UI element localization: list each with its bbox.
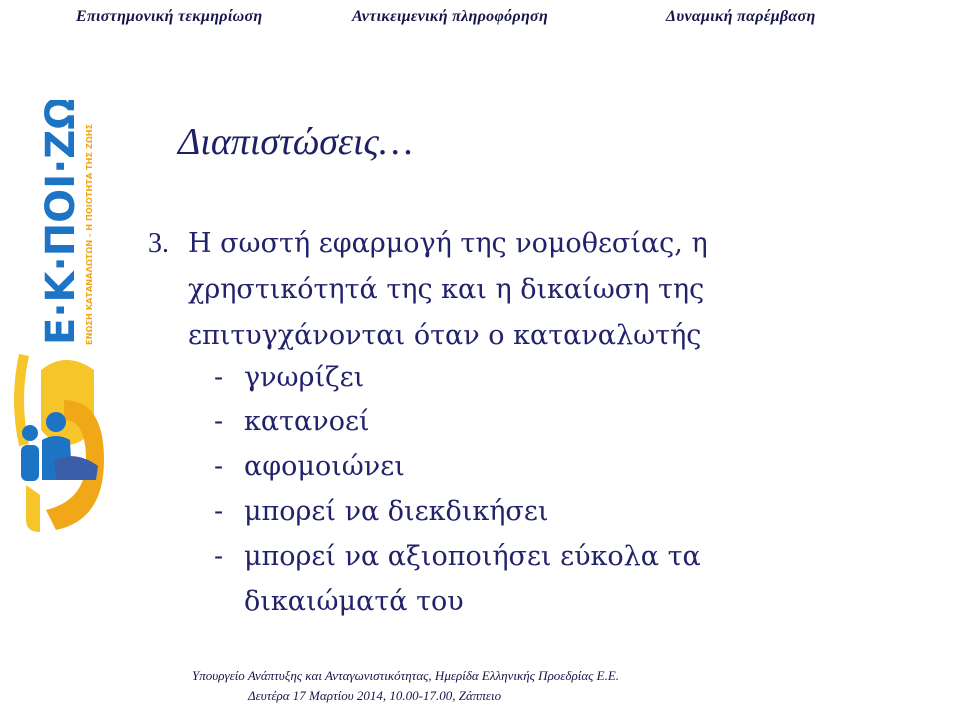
bullet-text: γνωρίζει [244,362,365,393]
header-item-scientific: Επιστημονική τεκμηρίωση [76,8,263,25]
point-number: 3. [148,228,169,259]
bullet-continuation: δικαιώματά του [244,586,464,617]
bullet-text: κατανοεί [244,406,370,437]
footer-date-text: Δευτέρα 17 Μαρτίου 2014, 10.00-17.00, Ζάππειο [248,688,502,703]
bullet-dash: - [214,362,224,393]
ekpizo-logo [6,100,110,540]
bullet-dash: - [214,406,224,437]
point-line: Η σωστή εφαρμογή της νομοθεσίας, η [188,228,708,259]
consumers-figure-icon [19,355,104,532]
logo-graphic [6,100,110,540]
bullet-text: αφομοιώνει [244,451,405,482]
point-line: επιτυγχάνονται όταν ο καταναλωτής [188,320,702,351]
slide-header [0,8,960,32]
header-item-information: Αντικειμενική πληροφόρηση [352,8,549,25]
logo-tagline: ΕΝΩΣΗ ΚΑΤΑΝΑΛΩΤΩΝ - Η ΠΟΙΟΤΗΤΑ ΤΗΣ ΖΩΗΣ [84,123,94,345]
bullet-text: μπορεί να διεκδικήσει [244,496,549,527]
point-line: χρηστικότητά της και η δικαίωση της [188,274,705,305]
bullet-text: μπορεί να αξιοποιήσει εύκολα τα [244,541,701,572]
bullet-dash: - [214,541,224,572]
slide-title: Διαπιστώσεις… [178,121,413,163]
bullet-dash: - [214,451,224,482]
logo-brand-text: Ε·Κ·ΠΟΙ·ΖΩ [38,100,84,345]
footer-event-text: Υπουργείο Ανάπτυξης και Ανταγωνιστικότητας, Ημερίδα Ελληνικής Προεδρίας Ε.Ε. [192,668,620,683]
header-item-intervention: Δυναμική παρέμβαση [666,8,816,25]
bullet-dash: - [214,496,224,527]
